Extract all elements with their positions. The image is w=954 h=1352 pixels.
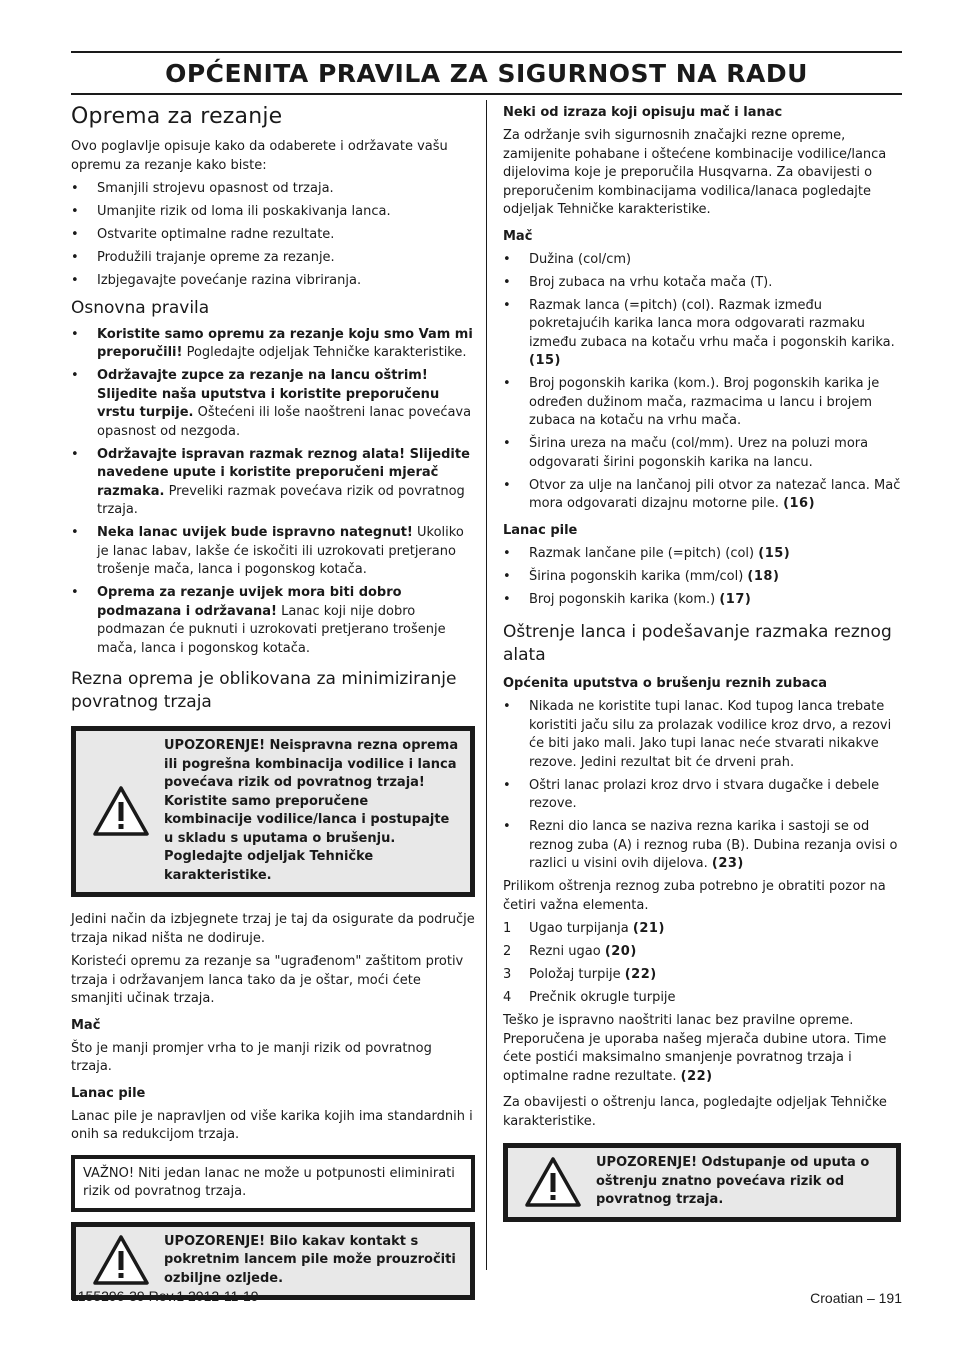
figure-ref: (21) — [632, 921, 665, 936]
item-text: Broj pogonskih karika (kom.) — [529, 591, 720, 607]
page-title: OPĆENITA PRAVILA ZA SIGURNOST NA RADU — [165, 59, 808, 88]
item-text: Prečnik okrugle turpije — [529, 990, 676, 1005]
item-text: Broj pogonskih karika (kom.). Broj pogonskih karika je određen dužinom mača, razmacima u lancu i brojem zubaca na kotaču na vrhu mača. — [529, 376, 880, 428]
rule-text: Pogledajte odjeljak Tehničke karakteristike. — [182, 345, 467, 360]
rule-emphasis: Koristite samo opremu za rezanje koju smo Vam mi preporučili! — [97, 326, 473, 360]
list-item — [503, 477, 901, 514]
paragraph-text: Teško je ispravno naoštriti lanac bez pravilne opreme. Preporučena je uporaba našeg mjerača dubine utora. Time ćete postići maksimalno smanjenje povratnog trzaja i optimalne radne rezultate. — [503, 1013, 887, 1084]
warning-triangle-icon — [86, 1234, 156, 1286]
sharpening-elements-list — [503, 920, 901, 1008]
warning-box-sharpening — [503, 1143, 901, 1222]
paragraph: Prilikom oštrenja reznog zuba potrebno je obratiti pozor na četiri važna elementa. — [503, 879, 886, 913]
list-item — [503, 568, 901, 587]
intro-paragraph: Ovo poglavlje opisuje kako da odaberete i održavate vašu opremu za rezanje kako biste: — [71, 139, 448, 173]
list-item — [503, 818, 901, 874]
bar-terms-list — [503, 251, 901, 514]
item-text: Širina pogonskih karika (mm/col) — [529, 568, 748, 584]
rule-emphasis: Održavajte zupce za rezanje na lancu oštrim! Slijedite naša uputstva i koristite preporučenu vrstu turpije. — [97, 368, 440, 420]
document-id: 1155296-39 Rev.1 2012-11-19 — [71, 1288, 259, 1304]
item-number: 1 — [503, 921, 512, 936]
warning-triangle-icon — [518, 1156, 588, 1208]
item-text: Otvor za ulje na lančanoj pili otvor za natezač lanca. Mač mora odgovarati dizajnu motorne pile. — [529, 477, 901, 511]
column-divider — [486, 100, 487, 1270]
item-text: Ugao turpijanja — [529, 921, 633, 936]
item-text: Razmak lančane pile (=pitch) (col) — [529, 545, 759, 561]
intro-list — [71, 180, 475, 291]
paragraph — [503, 1012, 901, 1086]
list-item: • Produžili trajanje opreme za rezanje. — [71, 249, 475, 268]
figure-ref: (15) — [758, 545, 791, 561]
list-item — [503, 989, 901, 1008]
item-number: 2 — [503, 944, 512, 959]
subheading-saw-chain: Lanac pile — [71, 1085, 146, 1101]
list-item — [503, 698, 901, 772]
list-item — [503, 274, 901, 293]
chain-terms-list — [503, 545, 901, 610]
list-item — [503, 375, 901, 431]
rule-text: Ukoliko je lanac labav, lakše će iskočiti ili uzrokovati pretjerano trošenje mača, lanca i pogonskog kotača. — [97, 525, 464, 577]
subheading-kickback-design: Rezna oprema je oblikovana za minimiziranje povratnog trzaja — [71, 669, 457, 712]
list-item — [503, 435, 901, 472]
subheading-saw-chain: Lanac pile — [503, 522, 578, 538]
warning-triangle-icon — [86, 785, 156, 837]
warning-text: UPOZORENJE! Neispravna rezna oprema ili pogrešna kombinacija vodilice i lanca povećava rizik od povratnog trzaja! Koristite samo preporučene kombinacije vodilice/lanca i postupajte u skladu s uputama o brušenju. Pogledajte odjeljak Tehničke karakteristike. — [164, 738, 459, 883]
subheading-bar: Mač — [71, 1017, 101, 1033]
left-column — [71, 98, 475, 1314]
list-item — [503, 920, 901, 939]
item-text: Rezni dio lanca se naziva rezna karika i sastoji se od reznog zuba (A) i reznog ruba (B). Dubina rezanja ovisi o razlici u visini ovih dijelova. — [529, 819, 898, 871]
figure-ref: (15) — [529, 353, 561, 368]
list-item — [503, 251, 901, 270]
list-item — [503, 966, 901, 985]
warning-box-wrong-combination — [71, 726, 475, 897]
item-text: Razmak lanca (=pitch) (col). Razmak između pokretajućih karika lanca mora odgovarati razmaku između zubaca na kotaču vrhu mača i pogonskih karika. — [529, 297, 895, 350]
paragraph: Jedini način da izbjegnete trzaj je taj da osigurate da područje trzaja nikad ništa ne dodiruje. — [71, 912, 475, 946]
page-number: Croatian – 191 — [810, 1290, 902, 1306]
paragraph: Koristeći opremu za rezanje sa "ugrađenom" zaštitom protiv trzaja i održavanjem lanca tako da je oštar, moći ćete smanjiti učinak trzaja. — [71, 954, 464, 1006]
item-number: 4 — [503, 990, 512, 1005]
figure-ref: (18) — [747, 568, 780, 584]
rule-emphasis: Održavajte ispravan razmak reznog alata! Slijedite navedene upute i koristite preporučeni mjerač razmaka. — [97, 446, 470, 499]
list-item — [71, 367, 475, 441]
list-item: • Ostvarite optimalne radne rezultate. — [71, 226, 475, 245]
figure-ref: (22) — [680, 1068, 713, 1084]
list-item — [71, 584, 475, 658]
item-text: Dužina (col/cm) — [529, 251, 632, 267]
rule-text: Preveliki razmak povećava rizik od povratnog trzaja. — [97, 483, 465, 517]
note-text: VAŽNO! Niti jedan lanac ne može u potpunosti eliminirati rizik od povratnog trzaja. — [83, 1165, 455, 1199]
paragraph: Što je manji promjer vrha to je manji rizik od povratnog trzaja. — [71, 1040, 432, 1074]
rule-emphasis: Neka lanac uvijek bude ispravno nategnut! — [97, 525, 413, 540]
list-item — [503, 591, 901, 610]
list-item: • Umanjite rizik od loma ili poskakivanja lanca. — [71, 203, 475, 222]
subheading-basic-rules: Osnovna pravila — [71, 297, 210, 318]
item-text: Rezni ugao — [529, 944, 605, 959]
item-number: 3 — [503, 967, 512, 982]
list-item — [71, 446, 475, 520]
item-text: Broj zubaca na vrhu kotača mača (T). — [529, 274, 773, 290]
item-text: Oštri lanac prolazi kroz drvo i stvara dugačke i debele rezove. — [529, 777, 880, 811]
subheading-terms: Neki od izraza koji opisuju mač i lanac — [503, 105, 783, 120]
header-rule-bottom — [71, 93, 902, 95]
list-item — [503, 545, 901, 564]
subheading-sharpening: Oštrenje lanca i podešavanje razmaka reznog alata — [503, 622, 892, 665]
basic-rules-list — [71, 326, 475, 659]
paragraph: Lanac pile je napravljen od više karika kojih ima standardnih i onih sa redukcijom trzaja. — [71, 1108, 473, 1142]
important-note-box — [71, 1155, 475, 1212]
header-rule-top — [71, 51, 902, 53]
figure-ref: (16) — [783, 496, 816, 511]
list-item: • Smanjili strojevu opasnost od trzaja. — [71, 180, 475, 199]
subheading-bar: Mač — [503, 228, 533, 244]
figure-ref: (20) — [604, 944, 637, 959]
section-heading-cutting-equipment: Oprema za rezanje — [71, 104, 283, 129]
item-text: Položaj turpije — [529, 967, 625, 982]
figure-ref: (22) — [624, 967, 657, 982]
list-item — [503, 297, 901, 371]
paragraph: Za održanje svih sigurnosnih značajki rezne opreme, zamijenite pohabane i oštećene kombinacije vodilice/lanca dijelovima koje je preporučila Husqvarna. Za obavijesti o preporučenim kombinacijama vodilica/lanaca pogledajte odjeljak Tehničke karakteristike. — [503, 128, 887, 217]
right-column — [503, 98, 901, 1236]
list-item: • Izbjegavajte povećanje razina vibriranja. — [71, 272, 475, 291]
rule-text: Lanac koji nije dobro podmazan će puknuti i uzrokovati pretjerano trošenje mača, lanca i pogonskog kotača. — [97, 603, 446, 656]
sharpening-list — [503, 698, 901, 874]
list-item — [71, 524, 475, 580]
rule-emphasis: Oprema za rezanje uvijek mora biti dobro podmazana i održavana! — [97, 585, 402, 619]
rule-text: Oštećeni ili loše naoštreni lanac povećava opasnost od nezgoda. — [97, 405, 472, 439]
list-item — [503, 777, 901, 814]
item-text: Širina ureza na maču (col/mm). Urez na poluzi mora odgovarati širini pogonskih karika na lancu. — [529, 436, 869, 470]
item-text: Nikada ne koristite tupi lanac. Kod tupog lanca trebate koristiti jaču silu za prolazak vodilice kroz drvo, a rezovi će biti jako mali. Jako tupi lanac neće stvarati nikakve rezove. Jedini rezultat bit će drveni prah. — [529, 699, 892, 770]
figure-ref: (17) — [719, 591, 752, 607]
warning-text: UPOZORENJE! Bilo kakav kontakt s pokretnim lancem pile može prouzročiti ozbiljne ozljede. — [164, 1233, 456, 1286]
subheading-general-sharpening: Općenita uputstva o brušenju reznih zubaca — [503, 676, 827, 691]
list-item — [503, 943, 901, 962]
list-item — [71, 326, 475, 363]
paragraph: Za obavijesti o oštrenju lanca, pogledajte odjeljak Tehničke karakteristike. — [503, 1095, 887, 1129]
figure-ref: (23) — [711, 856, 744, 871]
warning-text: UPOZORENJE! Odstupanje od uputa o oštrenju znatno povećava rizik od povratnog trzaja. — [596, 1155, 870, 1207]
